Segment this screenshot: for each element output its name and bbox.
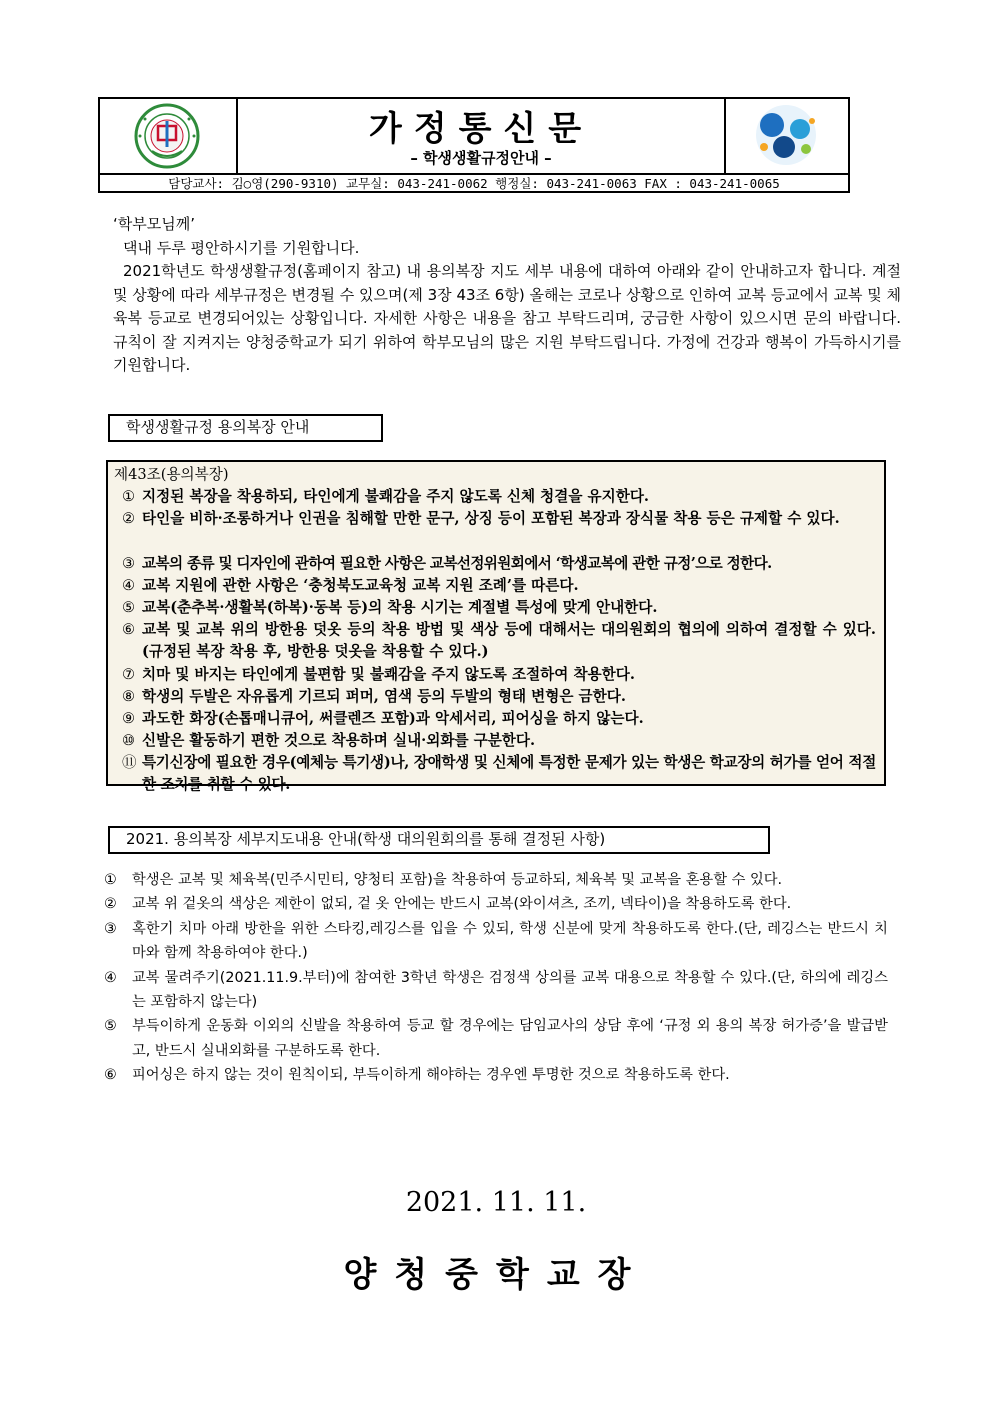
issue-date: 2021. 11. 11.	[405, 1187, 587, 1218]
newsletter-header	[98, 97, 850, 193]
rule-item: ⑩ 신발은 활동하기 편한 것으로 착용하며 실내·외화를 구분한다.	[122, 732, 536, 749]
rule-item: ⑧ 학생의 두발은 자유롭게 기르되 퍼머, 염색 등의 두발의 형태 변형은 금한다.	[122, 688, 626, 705]
list-item: ⑥ 피어싱은 하지 않는 것이 원칙이되, 부득이하게 해야하는 경우엔 투명한 것으로 착용하도록 한다.	[104, 1067, 730, 1084]
letter-line: 댁내 두루 평안하시기를 기원합니다.	[123, 238, 360, 257]
school-emblem-icon	[100, 99, 234, 171]
greeting: ‘학부모님께’	[113, 215, 195, 233]
rule-item: ② 타인을 비하·조롱하거나 인권을 침해할 만한 문구, 상징 등이 포함된 복장과 장식물 착용 등은 규제할 수 있다.	[122, 510, 840, 527]
rule-item: ⑨ 과도한 화장(손톱매니큐어, 써클렌즈 포함)과 악세서리, 피어싱을 하지 않는다.	[122, 710, 644, 727]
section-label-rules: 학생생활규정 용의복장 안내	[108, 414, 383, 442]
slogan-badge	[724, 99, 848, 173]
rule-item: ⑤ 교복(춘추복·생활복(하복)·동복 등)의 착용 시기는 계절별 특성에 맞게 안내한다.	[122, 599, 658, 616]
rules-box	[106, 460, 886, 794]
page-title: 가정통신문	[368, 109, 594, 149]
list-item: ① 학생은 교복 및 체육복(민주시민티, 양청티 포함)을 착용하여 등교하되, 체육복 및 교복을 혼용할 수 있다.	[104, 872, 783, 888]
slogan-badge-icon	[726, 99, 846, 171]
section-label-guide: 2021. 용의복장 세부지도내용 안내(학생 대의원회의를 통해 결정된 사항)	[108, 826, 770, 854]
contact-info: 담당교사: 김○영(290-9310) 교무실: 043-241-0062 행정실: 043-241-0063 FAX : 043-241-0065	[100, 173, 848, 193]
rule-item: ⑥ 교복 및 교복 위의 방한용 덧옷 등의 착용 방법 및 색상 등에 대해서는 대의원회의 협의에 의하여 결정할 수 있다.(규정된 복장 착용 후, 방한용 덧옷을 착용할 수 있다.)	[122, 621, 876, 661]
page-subtitle: – 학생생활규정안내 –	[410, 149, 552, 167]
article-title: 제43조(용의복장)	[114, 466, 229, 483]
list-item: ④ 교복 물려주기(2021.11.9.부터)에 참여한 3학년 학생은 검정색 상의를 교복 대용으로 착용할 수 있다.(단, 하의에 레깅스는 포함하지 않는다)	[104, 969, 888, 1011]
guide-list	[104, 868, 888, 1088]
rule-item: ④ 교복 지원에 관한 사항은 ‘충청북도교육청 교복 지원 조례’를 따른다.	[122, 577, 579, 594]
list-item: ⑤ 부득이하게 운동화 이외의 신발을 착용하여 등교 할 경우에는 담임교사의 상담 후에 ‘규정 외 용의 복장 허가증’을 발급받고, 반드시 실내외화를 구분하도록 한다.	[104, 1018, 888, 1059]
letter-body	[113, 213, 901, 378]
principal-signature: 양청중학교장	[343, 1255, 649, 1295]
list-item: ② 교복 위 겉옷의 색상은 제한이 없되, 겉 옷 안에는 반드시 교복(와이셔츠, 조끼, 넥타이)을 착용하도록 한다.	[104, 896, 792, 913]
rule-item: ⑪ 특기신장에 필요한 경우(예체능 특기생)나, 장애학생 및 신체에 특정한 문제가 있는 학생은 학교장의 허가를 얻어 적절한 조치를 취할 수 있다.	[122, 754, 876, 794]
rule-item: ① 지정된 복장을 착용하되, 타인에게 불쾌감을 주지 않도록 신체 청결을 유지한다.	[122, 488, 650, 505]
list-item: ③ 혹한기 치마 아래 방한을 위한 스타킹,레깅스를 입을 수 있되, 학생 신분에 맞게 착용하도록 한다.(단, 레깅스는 반드시 치마와 함께 착용하여야 한다.)	[104, 920, 888, 962]
rule-item: ⑦ 치마 및 바지는 타인에게 불편함 및 불쾌감을 주지 않도록 조절하여 착용한다.	[122, 666, 635, 683]
rule-item: ③ 교복의 종류 및 디자인에 관하여 필요한 사항은 교복선정위원회에서 ‘학생교복에 관한 규정’으로 정한다.	[122, 555, 772, 572]
letter-paragraph: 2021학년도 학생생활규정(홈페이지 참고) 내 용의복장 지도 세부 내용에 대하여 아래와 같이 안내하고자 합니다. 계절 및 상황에 따라 세부규정은 변경될 수 있으며(제 3장 43조 6항) 올해는 코로나 상황으로 인하여 교복 등교에서 교복 및 체육복 등교로 변경되어있는 상황입니다. 자세한 사항은 내용을 참고 부탁드리며, 궁금한 사항이 있으시면 문의 바랍니다. 규칙이 잘 지켜지는 양청중학교가 되기 위하여 학부모님의 많은 지원 부탁드립니다. 가정에 건강과 행복이 가득하시기를 기원합니다.	[113, 262, 901, 374]
school-logo	[100, 99, 238, 173]
